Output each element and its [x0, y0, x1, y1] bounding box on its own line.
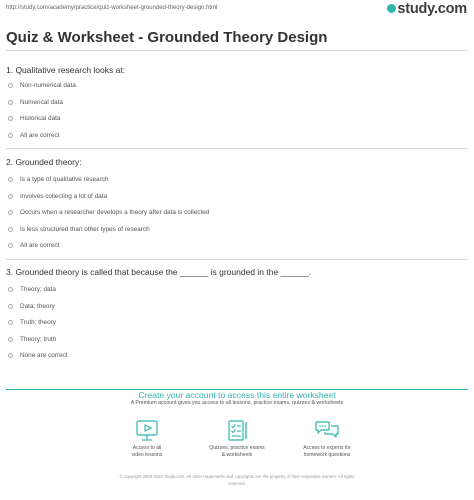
study-logo[interactable] [387, 1, 467, 17]
radio-button[interactable] [8, 83, 13, 88]
question-1: 1. Qualitative research looks at: [6, 65, 126, 75]
option-label: Numerical data [20, 99, 63, 106]
logo-text: study.com [397, 1, 467, 17]
option-label: Is less structured than other types of research [20, 226, 150, 233]
radio-button[interactable] [8, 337, 13, 342]
feature-line: & worksheets [221, 451, 253, 458]
page-url: http://study.com/academy/practice/quiz-worksheet-grounded-theory-design.html [6, 5, 218, 11]
option-label: Data; theory [20, 303, 55, 310]
title-divider [6, 50, 468, 51]
q1-option-2[interactable] [8, 99, 63, 106]
question-2: 2. Grounded theory: [6, 157, 82, 167]
radio-button[interactable] [8, 320, 13, 325]
q1-option-3[interactable] [8, 115, 61, 122]
quiz-checklist-icon [224, 419, 250, 443]
radio-button[interactable] [8, 227, 13, 232]
radio-button[interactable] [8, 116, 13, 121]
option-label: Theory; data [20, 286, 56, 293]
radio-button[interactable] [8, 353, 13, 358]
q2-option-2[interactable] [8, 193, 107, 200]
option-label: Involves collecting a lot of data [20, 193, 108, 200]
q3-option-1[interactable] [8, 286, 56, 293]
option-label: Non-numerical data [20, 82, 76, 89]
q2-option-3[interactable] [8, 209, 209, 216]
radio-button[interactable] [8, 243, 13, 248]
question-divider [6, 259, 468, 260]
question-divider [6, 148, 468, 149]
q2-option-4[interactable] [8, 226, 150, 233]
option-label: All are correct [20, 132, 60, 139]
q2-option-1[interactable] [8, 176, 108, 183]
feature-line: Access to experts for [303, 445, 351, 451]
feature-video-lessons [102, 445, 192, 458]
option-label: Theory; truth [20, 336, 57, 343]
feature-line: video lessons [131, 451, 163, 458]
footer-line: © copyright 2003-2020 Study.com. All other trademarks and copyrights are the property of their respective owners. All rights [119, 474, 355, 479]
radio-button[interactable] [8, 177, 13, 182]
q1-option-1[interactable] [8, 82, 76, 89]
radio-button[interactable] [8, 133, 13, 138]
option-label: Occurs when a researcher develops a theory after data is collected [20, 209, 210, 216]
q3-option-3[interactable] [8, 319, 56, 326]
q3-option-4[interactable] [8, 336, 56, 343]
expert-chat-icon [314, 419, 340, 443]
copyright-footer [90, 474, 384, 487]
video-lesson-icon [134, 419, 160, 443]
logo-dot-icon [387, 4, 396, 13]
feature-quizzes [192, 445, 282, 458]
footer-line: reserved. [228, 480, 246, 486]
radio-button[interactable] [8, 287, 13, 292]
option-label: All are correct [20, 242, 60, 249]
q2-option-5[interactable] [8, 242, 59, 249]
question-3: 3. Grounded theory is called that because the ______ is grounded in the ______. [6, 267, 312, 277]
q1-option-4[interactable] [8, 132, 59, 139]
feature-experts [282, 445, 372, 458]
radio-button[interactable] [8, 100, 13, 105]
feature-line: Quizzes, practice exams [209, 445, 265, 451]
radio-button[interactable] [8, 194, 13, 199]
option-label: Truth; theory [20, 319, 56, 326]
option-label: Is a type of qualitative research [20, 176, 109, 183]
feature-line: homework questions [303, 451, 351, 458]
radio-button[interactable] [8, 210, 13, 215]
page-title: Quiz & Worksheet - Grounded Theory Design [6, 29, 328, 46]
option-label: Historical data [20, 115, 61, 122]
promo-subtitle: A Premium account gives you access to all lessons, practice exams, quizzes & worksheets [130, 400, 344, 406]
q3-option-2[interactable] [8, 303, 55, 310]
q3-option-5[interactable] [8, 352, 68, 359]
option-label: None are correct [20, 352, 68, 359]
feature-line: Access to all [132, 445, 162, 451]
promo-title[interactable]: Create your account to access this entire worksheet [138, 390, 336, 400]
radio-button[interactable] [8, 304, 13, 309]
top-bar [0, 0, 474, 20]
